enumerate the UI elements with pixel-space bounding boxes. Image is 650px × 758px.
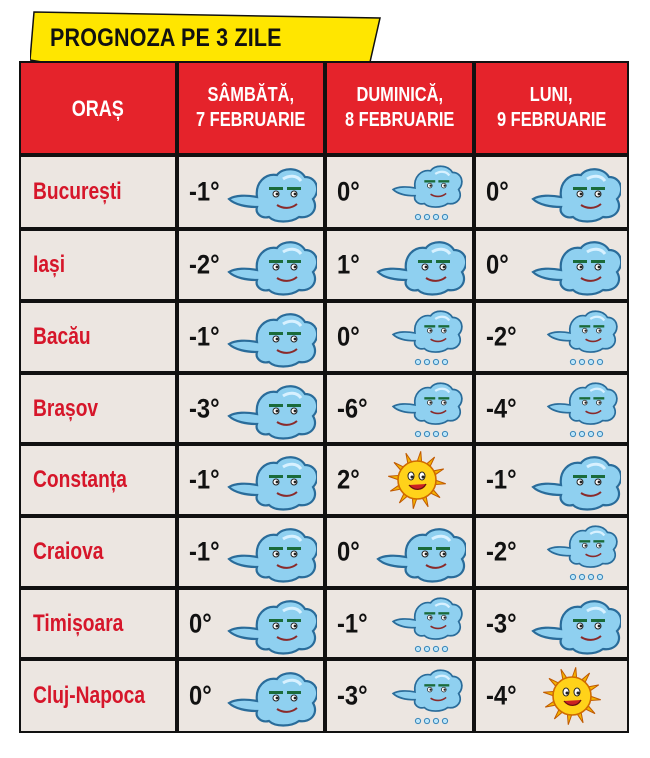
forecast-cell xyxy=(476,303,627,371)
forecast-cell xyxy=(179,157,323,227)
forecast-cell xyxy=(179,303,323,371)
snow-cloud-icon xyxy=(372,306,466,373)
forecast-cell xyxy=(327,231,472,299)
cloud-icon xyxy=(527,449,621,516)
cloud-icon xyxy=(527,161,621,228)
header-day-date: 7 FEBRUARIE xyxy=(196,109,306,131)
city-name: Iași xyxy=(33,251,66,278)
city-name: Craiova xyxy=(33,538,104,565)
forecast-cell xyxy=(327,157,472,227)
forecast-table xyxy=(19,61,629,733)
snow-cloud-icon xyxy=(372,665,466,732)
header-day-name: LUNI, xyxy=(530,84,573,106)
temperature: -3° xyxy=(189,393,220,423)
temperature: -6° xyxy=(337,393,368,423)
city-cell xyxy=(21,231,175,299)
forecast-cell xyxy=(179,446,323,514)
header-day-2 xyxy=(327,63,472,153)
page-title: PROGNOZA PE 3 ZILE xyxy=(50,24,282,52)
cloud-icon xyxy=(527,234,621,301)
cloud-icon xyxy=(372,234,466,301)
city-cell xyxy=(21,303,175,371)
forecast-cell xyxy=(179,518,323,586)
sun-icon xyxy=(541,665,603,732)
forecast-cell xyxy=(476,375,627,442)
temperature: -1° xyxy=(189,176,220,207)
header-day-date: 9 FEBRUARIE xyxy=(496,109,607,131)
temperature: -2° xyxy=(189,249,220,280)
header-day-1 xyxy=(179,63,323,153)
cloud-icon xyxy=(372,521,466,588)
forecast-cell xyxy=(327,518,472,586)
temperature: -3° xyxy=(337,680,368,711)
temperature: -1° xyxy=(189,536,220,567)
forecast-cell xyxy=(476,661,627,731)
temperature: 0° xyxy=(337,176,360,207)
forecast-cell xyxy=(179,231,323,299)
cloud-icon xyxy=(223,449,317,516)
forecast-cell xyxy=(179,375,323,442)
temperature: -2° xyxy=(486,536,517,567)
cloud-icon xyxy=(223,665,317,732)
snow-cloud-icon xyxy=(372,161,466,228)
cloud-icon xyxy=(223,234,317,301)
cloud-icon xyxy=(223,161,317,228)
header-city-label: ORAȘ xyxy=(71,95,125,121)
header-day-3 xyxy=(476,63,627,153)
cloud-icon xyxy=(223,378,317,445)
forecast-cell xyxy=(476,231,627,299)
temperature: 0° xyxy=(189,608,212,638)
temperature: 0° xyxy=(486,176,509,207)
temperature: -2° xyxy=(486,321,517,352)
city-cell xyxy=(21,375,175,442)
snow-cloud-icon xyxy=(527,521,621,588)
temperature: 0° xyxy=(486,249,509,280)
cloud-icon xyxy=(223,593,317,660)
city-name: Constanța xyxy=(33,466,127,493)
forecast-cell xyxy=(476,518,627,586)
snow-cloud-icon xyxy=(372,593,466,660)
sun-icon xyxy=(386,449,448,516)
snow-cloud-icon xyxy=(372,378,466,445)
cloud-icon xyxy=(223,306,317,373)
forecast-cell xyxy=(327,661,472,731)
header-day-name: SÂMBĂTĂ, xyxy=(207,84,295,106)
temperature: -4° xyxy=(486,393,517,423)
header-day-date: 8 FEBRUARIE xyxy=(344,109,455,131)
city-cell xyxy=(21,590,175,657)
temperature: 2° xyxy=(337,464,360,495)
city-cell xyxy=(21,518,175,586)
temperature: -1° xyxy=(189,464,220,495)
forecast-cell xyxy=(327,590,472,657)
forecast-cell xyxy=(476,446,627,514)
city-name: Bacău xyxy=(33,323,91,350)
header-city xyxy=(21,63,175,153)
city-name: Cluj-Napoca xyxy=(33,682,146,709)
forecast-cell xyxy=(327,303,472,371)
forecast-cell xyxy=(476,590,627,657)
forecast-cell xyxy=(327,375,472,442)
temperature: -1° xyxy=(486,464,517,495)
cloud-icon xyxy=(223,521,317,588)
forecast-cell xyxy=(327,446,472,514)
temperature: 0° xyxy=(337,321,360,352)
city-name: Brașov xyxy=(33,394,99,422)
temperature: 0° xyxy=(337,536,360,567)
snow-cloud-icon xyxy=(527,378,621,445)
temperature: -3° xyxy=(486,608,517,638)
temperature: 1° xyxy=(337,249,360,280)
temperature: 0° xyxy=(189,680,212,711)
city-cell xyxy=(21,661,175,731)
header-day-name: DUMINICĂ, xyxy=(356,84,443,106)
forecast-cell xyxy=(179,590,323,657)
forecast-cell xyxy=(476,157,627,227)
cloud-icon xyxy=(527,593,621,660)
temperature: -1° xyxy=(189,321,220,352)
forecast-cell xyxy=(179,661,323,731)
temperature: -1° xyxy=(337,608,368,638)
city-cell xyxy=(21,446,175,514)
city-name: Timișoara xyxy=(33,609,124,637)
city-name: București xyxy=(33,178,122,205)
temperature: -4° xyxy=(486,680,517,711)
city-cell xyxy=(21,157,175,227)
snow-cloud-icon xyxy=(527,306,621,373)
